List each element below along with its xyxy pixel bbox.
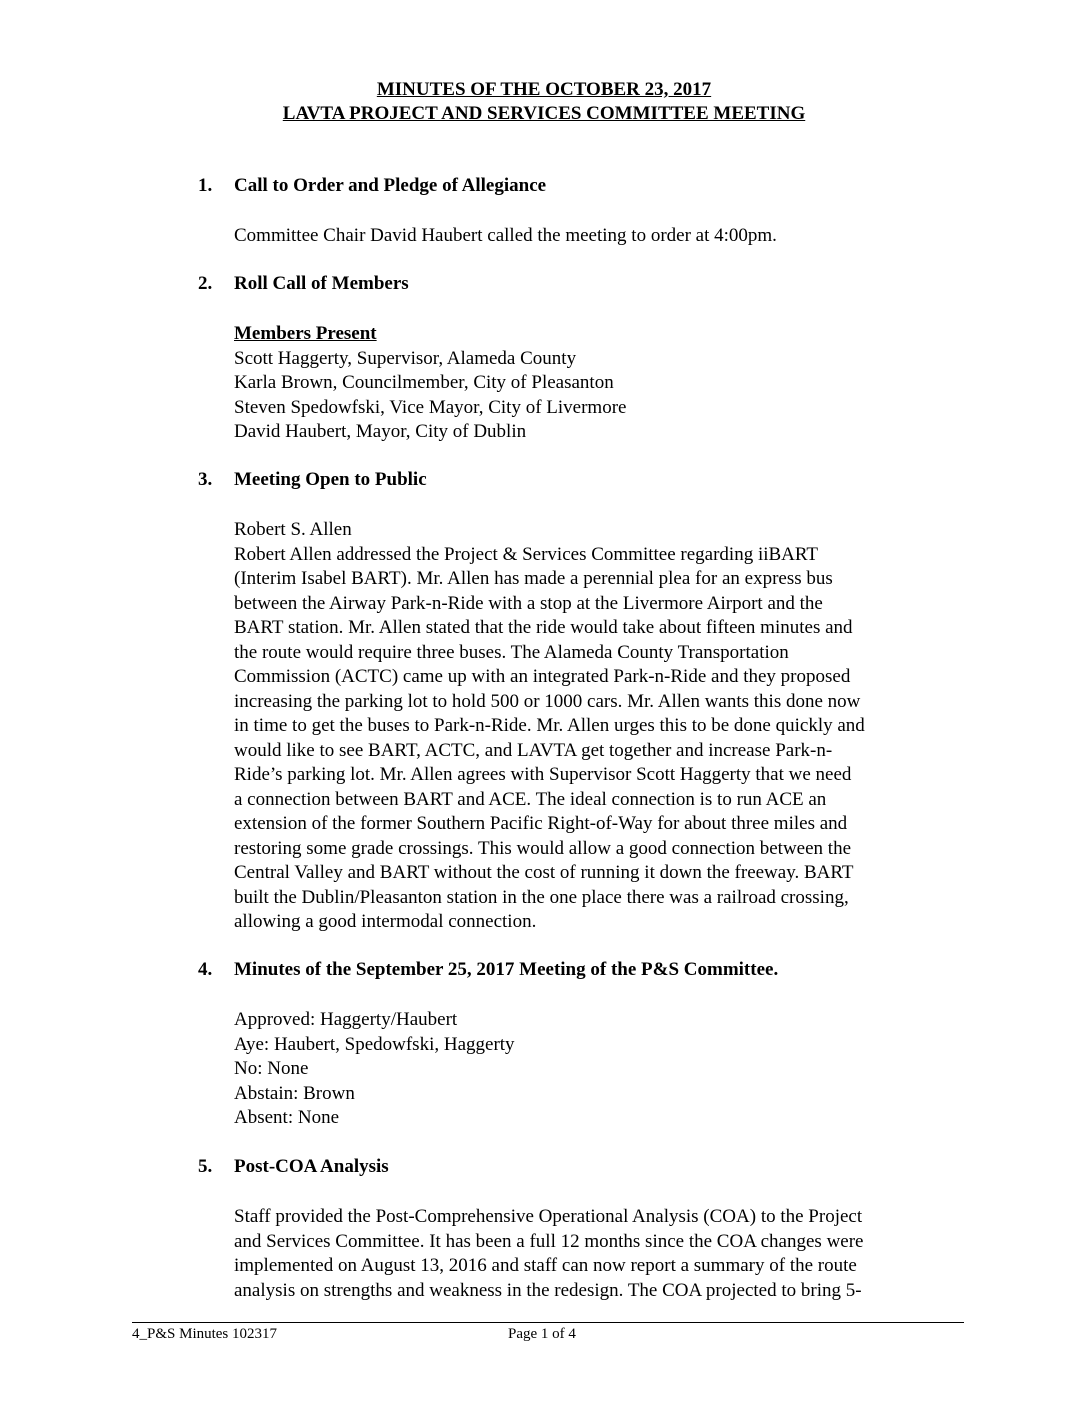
members-present-block	[234, 322, 956, 445]
section-number: 4.	[198, 959, 213, 980]
paragraph-line: a connection between BART and ACE. The ideal connection is to run ACE an	[234, 788, 827, 810]
section-3-heading	[198, 468, 427, 492]
member-line: Steven Spedowfski, Vice Mayor, City of Livermore	[234, 396, 627, 418]
vote-line: Approved: Haggerty/Haubert	[234, 1009, 458, 1030]
paragraph-line: in time to get the buses to Park-n-Ride. Mr. Allen urges this to be done quickly and	[234, 715, 865, 736]
speaker-name: Robert S. Allen	[234, 519, 352, 540]
member-line: David Haubert, Mayor, City of Dublin	[234, 421, 527, 442]
paragraph-line: between the Airway Park-n-Ride with a stop at the Livermore Airport and the	[234, 592, 823, 614]
section-1-body	[234, 224, 956, 249]
section-number: 3.	[198, 469, 213, 490]
paragraph-line: built the Dublin/Pleasanton station in the one place there was a railroad crossing,	[234, 886, 849, 908]
paragraph-line: Robert Allen addressed the Project & Services Committee regarding iiBART	[234, 543, 819, 565]
post-coa-block	[234, 1205, 956, 1303]
footer-divider	[132, 1322, 964, 1323]
vote-line: No: None	[234, 1058, 309, 1079]
section-5-heading	[198, 1155, 389, 1179]
paragraph-line: and Services Committee. It has been a full 12 months since the COA changes were	[234, 1230, 864, 1252]
section-2-heading	[198, 272, 409, 296]
section-number: 1.	[198, 175, 213, 196]
paragraph-line: Committee Chair David Haubert called the meeting to order at 4:00pm.	[234, 225, 777, 246]
vote-line: Absent: None	[234, 1107, 340, 1128]
document-title-line-2: LAVTA PROJECT AND SERVICES COMMITTEE MEETING	[282, 103, 806, 124]
footer-page-number: Page 1 of 4	[508, 1326, 576, 1342]
section-1-heading	[198, 174, 546, 198]
section-title: Post-COA Analysis	[234, 1156, 389, 1177]
member-line: Scott Haggerty, Supervisor, Alameda County	[234, 347, 577, 369]
vote-record-block	[234, 1008, 956, 1131]
section-4-heading	[198, 958, 778, 982]
paragraph-line: the route would require three buses. The Alameda County Transportation	[234, 641, 789, 663]
paragraph-line: analysis on strengths and weakness in the redesign. The COA projected to bring 5-	[234, 1279, 862, 1301]
member-line: Karla Brown, Councilmember, City of Pleasanton	[234, 372, 614, 393]
paragraph-line: increasing the parking lot to hold 500 or 1000 cars. Mr. Allen wants this done now	[234, 690, 861, 712]
paragraph-line: Commission (ACTC) came up with an integrated Park-n-Ride and they proposed	[234, 666, 851, 687]
paragraph-line: would like to see BART, ACTC, and LAVTA get together and increase Park-n-	[234, 739, 833, 761]
public-comment-block	[234, 518, 956, 935]
footer-document-id: 4_P&S Minutes 102317	[132, 1326, 278, 1342]
section-title: Roll Call of Members	[234, 273, 409, 294]
paragraph-line: BART station. Mr. Allen stated that the ride would take about fifteen minutes and	[234, 617, 853, 638]
paragraph-line: allowing a good intermodal connection.	[234, 911, 537, 932]
section-number: 5.	[198, 1156, 213, 1177]
document-title-line-1: MINUTES OF THE OCTOBER 23, 2017	[376, 79, 712, 100]
members-present-heading: Members Present	[234, 323, 377, 344]
paragraph-line: implemented on August 13, 2016 and staff can now report a summary of the route	[234, 1255, 857, 1276]
paragraph-line: (Interim Isabel BART). Mr. Allen has made a perennial plea for an express bus	[234, 568, 833, 589]
section-number: 2.	[198, 273, 213, 294]
section-title: Call to Order and Pledge of Allegiance	[234, 175, 547, 196]
paragraph-line: Central Valley and BART without the cost of running it down the freeway. BART	[234, 862, 854, 883]
section-title: Minutes of the September 25, 2017 Meeting of the P&S Committee.	[234, 959, 779, 980]
paragraph-line: restoring some grade crossings. This would allow a good connection between the	[234, 837, 852, 859]
paragraph-line: Staff provided the Post-Comprehensive Operational Analysis (COA) to the Project	[234, 1206, 863, 1227]
paragraph-line: Ride’s parking lot. Mr. Allen agrees with Supervisor Scott Haggerty that we need	[234, 764, 852, 785]
paragraph-line: extension of the former Southern Pacific Right-of-Way for about three miles and	[234, 813, 848, 834]
vote-line: Aye: Haubert, Spedowfski, Haggerty	[234, 1033, 515, 1055]
vote-line: Abstain: Brown	[234, 1082, 355, 1104]
section-title: Meeting Open to Public	[234, 469, 427, 490]
